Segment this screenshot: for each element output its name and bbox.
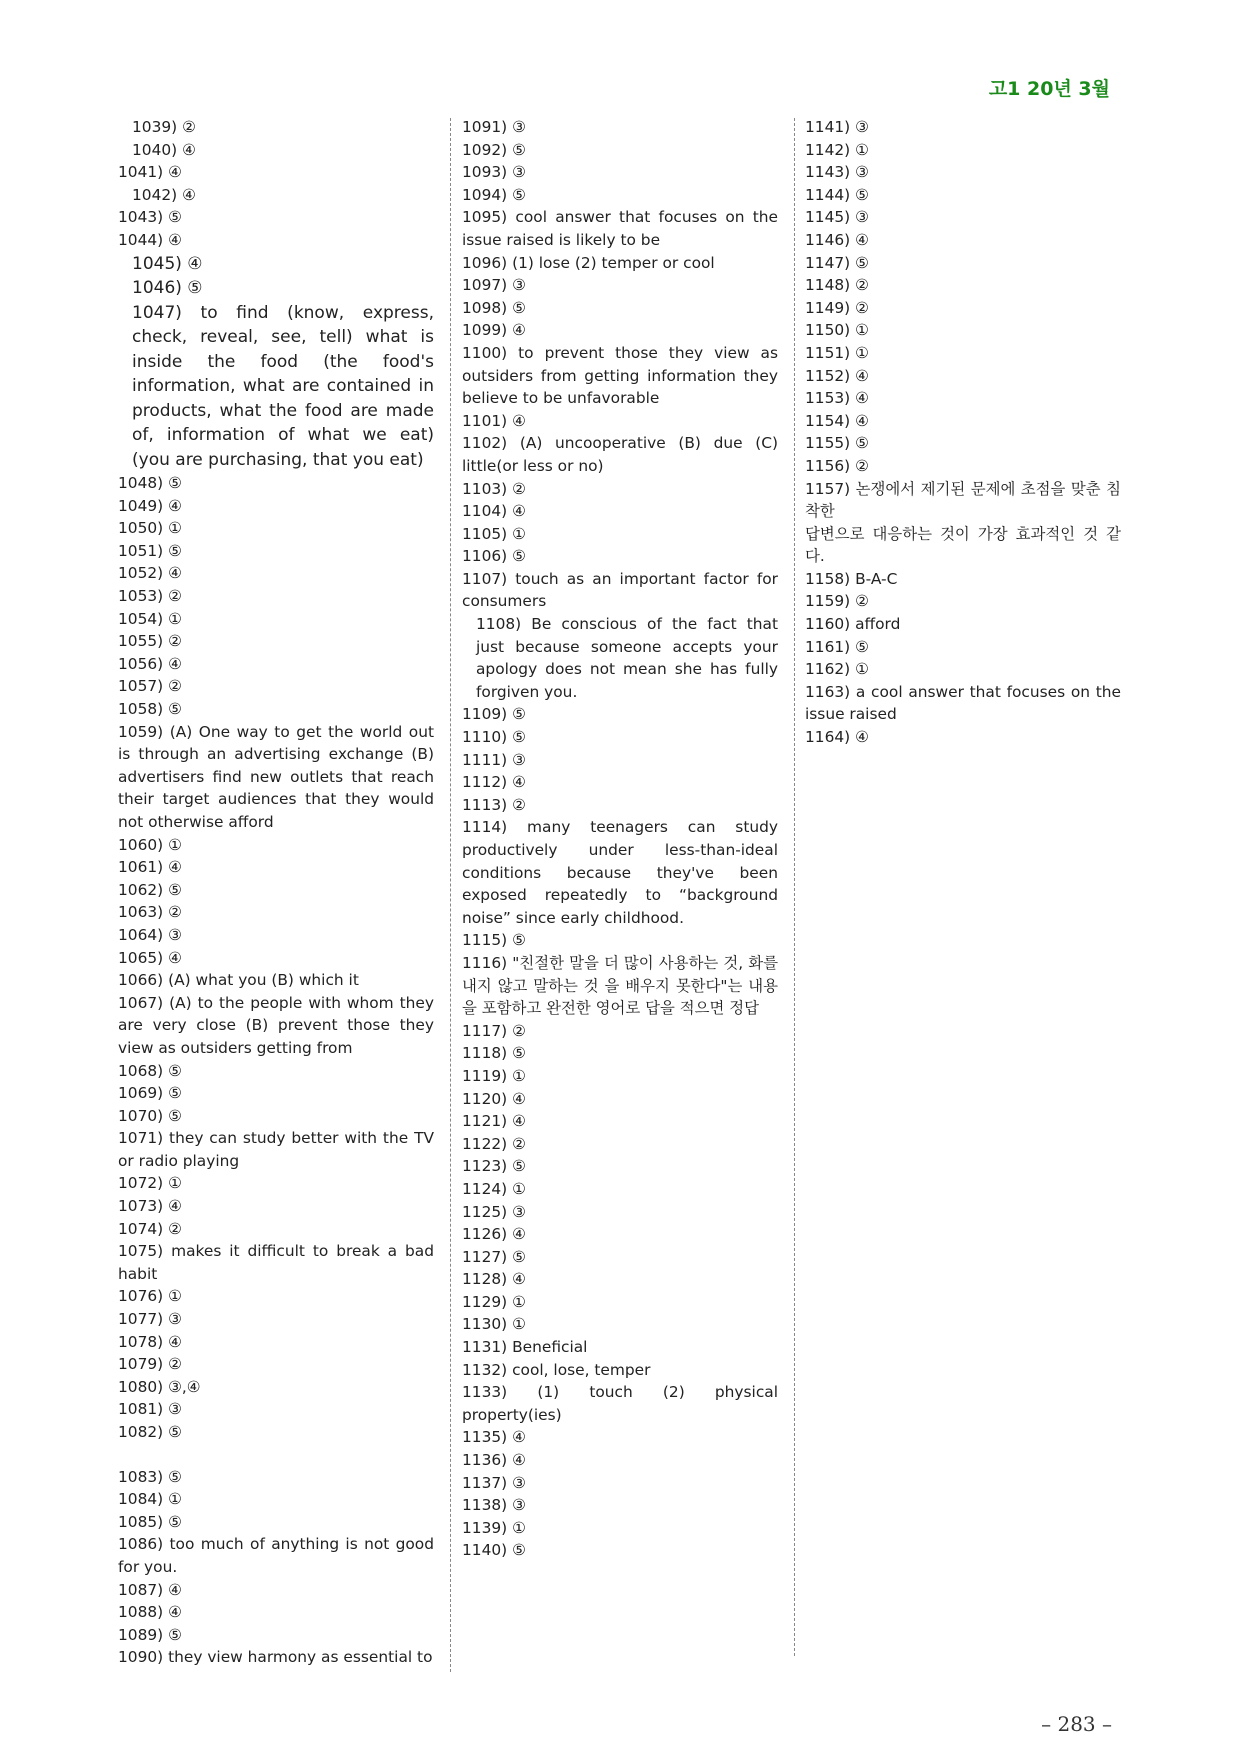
answer-entry: 1058) ⑤ [118,700,182,718]
answer-entry: 1161) ⑤ [805,637,869,656]
answer-entry: 1115) ⑤ [462,931,526,950]
answer-entry: 1126) ④ [462,1225,526,1244]
answer-entry: 1120) ④ [462,1089,526,1108]
answer-entry: 1090) they view harmony as essential to [118,1648,433,1667]
answer-entry: 1158) B-A-C [805,569,898,588]
answer-column-3 [805,116,1121,749]
answer-entry: 1114) many teenagers can study productively under less-than-ideal conditions because they've been exposed repeatedly to “background noise” since early childhood. [462,818,778,927]
answer-entry: 1089) ⑤ [118,1625,182,1644]
answer-entry: 1143) ③ [805,163,869,182]
answer-entry: 1102) (A) uncooperative (B) due (C) little(or less or no) [462,434,778,475]
answer-entry: 1107) touch as an important factor for consumers [462,569,778,611]
answer-entry: 1049) ④ [118,496,182,515]
answer-entry: 1042) ④ [132,185,196,204]
answer-entry: 1123) ⑤ [462,1157,526,1176]
answer-entry: 1051) ⑤ [118,541,182,560]
answer-entry: 1163) a cool answer that focuses on the issue raised [805,682,1121,724]
answer-entry: 1112) ④ [462,773,526,792]
answer-entry: 1113) ② [462,795,526,814]
column-divider-left [450,118,451,1672]
answer-entry: 1140) ⑤ [462,1541,526,1560]
answer-entry: 1057) ② [118,677,182,696]
answer-entry: 1095) cool answer that focuses on the issue raised is likely to be [462,208,778,249]
answer-entry: 1092) ⑤ [462,140,526,159]
answer-entry: 1048) ⑤ [118,474,182,493]
answer-entry: 1059) (A) One way to get the world out is through an advertising exchange (B) advertisers find new outlets that reach their target audiences that they would not otherwise afford [118,722,434,831]
answer-column-2 [462,116,778,1562]
answer-entry: 1067) (A) to the people with whom they are very close (B) prevent those they view as outsiders getting from [118,993,434,1057]
answer-entry: 1160) afford [805,615,901,634]
answer-entry: 1105) ① [462,524,526,543]
answer-entry: 1127) ⑤ [462,1247,526,1266]
answer-entry: 1045) ④ [132,253,203,274]
column-divider-right [794,118,795,1656]
answer-entry: 1080) ③,④ [118,1377,201,1396]
answer-entry: 1070) ⑤ [118,1106,182,1125]
answer-entry: 1076) ① [118,1287,182,1306]
answer-entry: 1138) ③ [462,1496,526,1515]
answer-entry: 1084) ① [118,1490,182,1509]
answer-entry: 1157) 논쟁에서 제기된 문제에 초점을 맞춘 침착한 [805,479,1121,521]
answer-entry: 답변으로 대응하는 것이 가장 효과적인 것 같다. [805,524,1121,566]
answer-entry: 1078) ④ [118,1332,182,1351]
answer-entry: 1119) ① [462,1066,526,1085]
answer-entry: 1149) ② [805,298,869,317]
answer-entry: 1135) ④ [462,1428,526,1447]
answer-entry: 1061) ④ [118,858,182,877]
answer-entry: 1155) ⑤ [805,434,869,453]
page-header-title: 고1 20년 3월 [988,78,1110,100]
answer-entry: 1133) (1) touch (2) physical property(ies) [462,1383,778,1424]
answer-entry: 1082) ⑤ [118,1423,182,1441]
answer-entry: 1065) ④ [118,948,182,967]
answer-entry: 1153) ④ [805,389,869,408]
answer-entry: 1069) ⑤ [118,1084,182,1103]
answer-entry: 1101) ④ [462,411,526,430]
answer-entry: 1052) ④ [118,564,182,583]
answer-entry: 1164) ④ [805,728,869,747]
answer-entry: 1121) ④ [462,1112,526,1131]
answer-entry: 1148) ② [805,276,869,295]
answer-column-1 [118,116,434,1669]
answer-entry: 1136) ④ [462,1451,526,1470]
answer-entry: 1040) ④ [132,140,196,159]
answer-entry: 1079) ② [118,1355,182,1374]
answer-entry: 1129) ① [462,1292,526,1311]
answer-entry: 1066) (A) what you (B) which it [118,971,359,990]
answer-entry: 1116) "친절한 말을 더 많이 사용하는 것, 화를 내지 않고 말하는 것 을 배우지 못한다"는 내용을 포함하고 완전한 영어로 답을 적으면 정답 [462,953,778,1018]
answer-entry: 1087) ④ [118,1580,182,1599]
answer-entry: 1139) ① [462,1518,526,1537]
answer-entry: 1109) ⑤ [462,705,526,724]
answer-entry: 1085) ⑤ [118,1512,182,1531]
answer-entry: 1056) ④ [118,654,182,673]
answer-entry: 1088) ④ [118,1603,182,1622]
answer-entry: 1053) ② [118,587,182,606]
answer-entry: 1064) ③ [118,925,182,944]
answer-entry: 1144) ⑤ [805,185,869,204]
answer-entry: 1141) ③ [805,118,869,136]
answer-entry: 1091) ③ [462,118,526,136]
answer-entry: 1108) Be conscious of the fact that just because someone accepts your apology does not mean she has fully forgiven you. [476,615,778,701]
answer-entry: 1103) ② [462,479,526,498]
answer-entry: 1154) ④ [805,411,869,430]
answer-entry: 1159) ② [805,592,869,611]
answer-entry: 1075) makes it difficult to break a bad habit [118,1242,434,1283]
page-number: – 283 – [1041,1712,1112,1736]
answer-entry: 1083) ⑤ [118,1467,182,1486]
answer-entry: 1125) ③ [462,1202,526,1221]
answer-entry: 1137) ③ [462,1473,526,1492]
answer-entry: 1050) ① [118,519,182,538]
answer-entry: 1062) ⑤ [118,880,182,899]
answer-entry: 1073) ④ [118,1197,182,1216]
answer-entry: 1132) cool, lose, temper [462,1360,651,1379]
answer-entry: 1151) ① [805,343,869,362]
answer-entry: 1041) ④ [118,163,182,182]
answer-entry: 1128) ④ [462,1270,526,1289]
answer-entry: 1098) ⑤ [462,298,526,317]
answer-entry: 1054) ① [118,609,182,628]
answer-entry: 1131) Beneficial [462,1338,588,1357]
answer-entry: 1094) ⑤ [462,185,526,204]
answer-entry: 1110) ⑤ [462,728,526,747]
answer-entry: 1043) ⑤ [118,208,182,227]
answer-entry: 1096) (1) lose (2) temper or cool [462,253,715,272]
answer-entry: 1156) ② [805,456,869,475]
answer-entry: 1150) ① [805,321,869,340]
answer-entry: 1106) ⑤ [462,547,526,566]
answer-entry: 1117) ② [462,1021,526,1040]
answer-entry: 1072) ① [118,1174,182,1193]
answer-entry: 1060) ① [118,835,182,854]
answer-entry: 1142) ① [805,140,869,159]
answer-entry: 1093) ③ [462,163,526,182]
answer-entry: 1039) ② [132,118,196,136]
answer-entry: 1086) too much of anything is not good for you. [118,1535,434,1576]
answer-entry: 1046) ⑤ [132,278,203,299]
answer-entry: 1044) ④ [118,230,182,249]
answer-entry: 1077) ③ [118,1310,182,1329]
answer-entry: 1162) ① [805,660,869,679]
answer-entry: 1122) ② [462,1134,526,1153]
answer-entry: 1063) ② [118,903,182,922]
answer-entry: 1145) ③ [805,208,869,227]
answer-entry: 1100) to prevent those they view as outsiders from getting information they believe to be unfavorable [462,343,778,408]
answer-entry: 1147) ⑤ [805,253,869,272]
answer-entry: 1068) ⑤ [118,1061,182,1080]
answer-entry: 1097) ③ [462,276,526,295]
answer-entry: 1152) ④ [805,366,869,385]
answer-entry: 1071) they can study better with the TV or radio playing [118,1129,434,1170]
answer-entry: 1074) ② [118,1219,182,1238]
answer-entry: 1118) ⑤ [462,1044,526,1063]
answer-entry: 1099) ④ [462,321,526,340]
answer-entry: 1124) ① [462,1179,526,1198]
answer-entry: 1146) ④ [805,230,869,249]
answer-entry: 1081) ③ [118,1400,182,1419]
answer-entry: 1104) ④ [462,502,526,521]
answer-entry: 1130) ① [462,1315,526,1334]
answer-entry: 1111) ③ [462,750,526,769]
answer-entry: 1055) ② [118,632,182,651]
answer-entry: 1047) to find (know, express, check, reveal, see, tell) what is inside the food (the food's information, what are contained in products, what the food are made of, information of what we eat) (you are purchasing, that you eat) [132,302,434,470]
